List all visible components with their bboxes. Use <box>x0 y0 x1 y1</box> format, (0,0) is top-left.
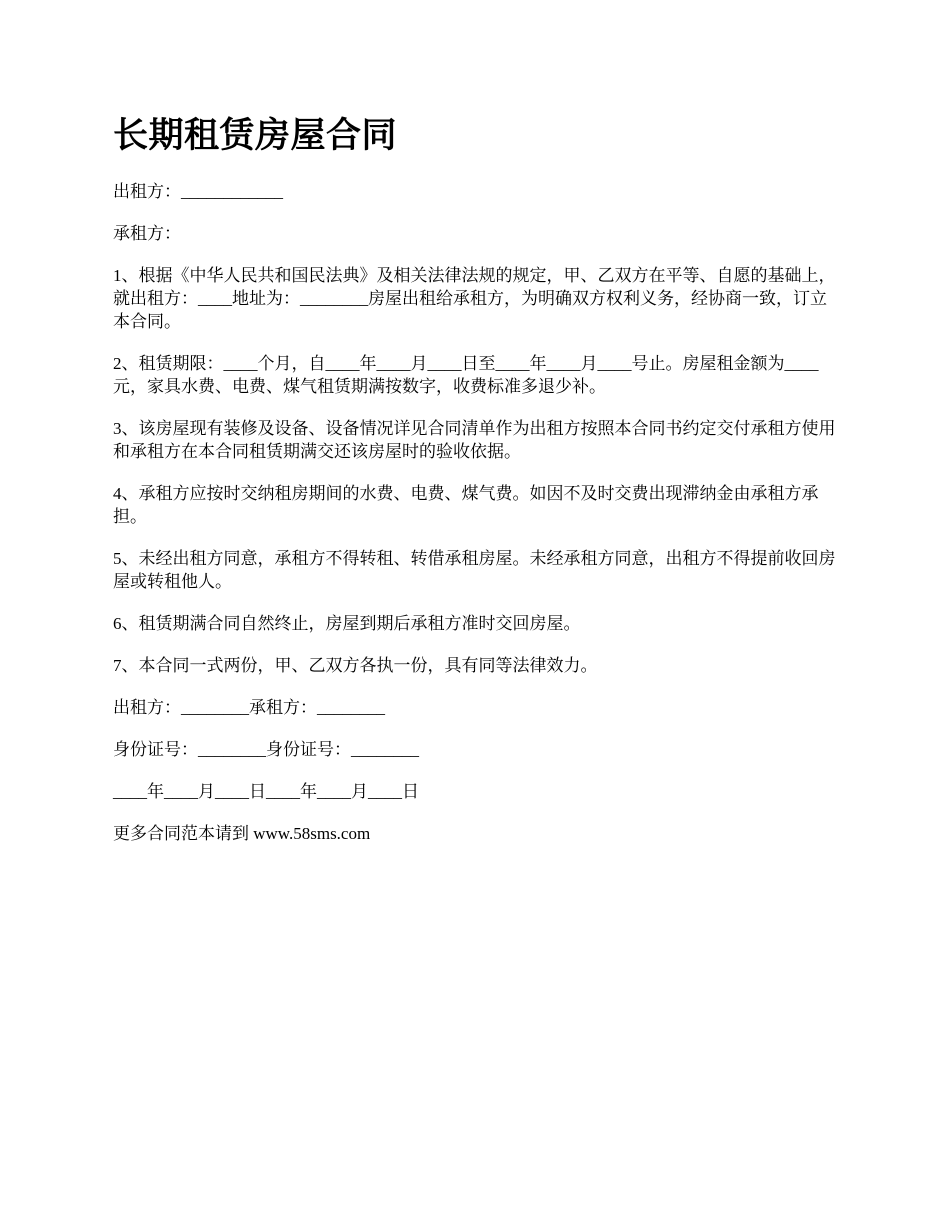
clause-5: 5、未经出租方同意，承租方不得转租、转借承租房屋。未经承租方同意，出租方不得提前收回房屋或转租他人。 <box>113 549 836 591</box>
footer-note: 更多合同范本请到 www.58sms.com <box>113 824 371 843</box>
lessor-line: 出租方：____________ <box>113 182 283 201</box>
clause-3: 3、该房屋现有装修及设备、设备情况详见合同清单作为出租方按照本合同书约定交付承租方使用和承租方在本合同租赁期满交还该房屋时的验收依据。 <box>113 419 836 461</box>
lessee-line: 承租方： <box>113 224 181 243</box>
page-title: 长期租赁房屋合同 <box>113 115 398 156</box>
signature-id-numbers: 身份证号：________身份证号：________ <box>113 740 419 759</box>
document-page <box>113 112 843 864</box>
clause-1: 1、根据《中华人民共和国民法典》及相关法律法规的规定，甲、乙双方在平等、自愿的基础上，就出租方：____地址为：________房屋出租给承租方，为明确双方权利义务，经协商一致，订立本合同。 <box>113 266 836 331</box>
signature-dates: ____年____月____日____年____月____日 <box>113 782 419 801</box>
clause-2: 2、租赁期限：____个月，自____年____月____日至____年____月____号止。房屋租金额为____元，家具水费、电费、煤气租赁期满按数字，收费标准多退少补。 <box>113 354 819 396</box>
signature-parties: 出租方：________承租方：________ <box>113 698 385 717</box>
clause-4: 4、承租方应按时交纳租房期间的水费、电费、煤气费。如因不及时交费出现滞纳金由承租方承担。 <box>113 484 819 526</box>
clause-7: 7、本合同一式两份，甲、乙双方各执一份，具有同等法律效力。 <box>113 656 598 675</box>
clause-6: 6、租赁期满合同自然终止，房屋到期后承租方准时交回房屋。 <box>113 614 581 633</box>
